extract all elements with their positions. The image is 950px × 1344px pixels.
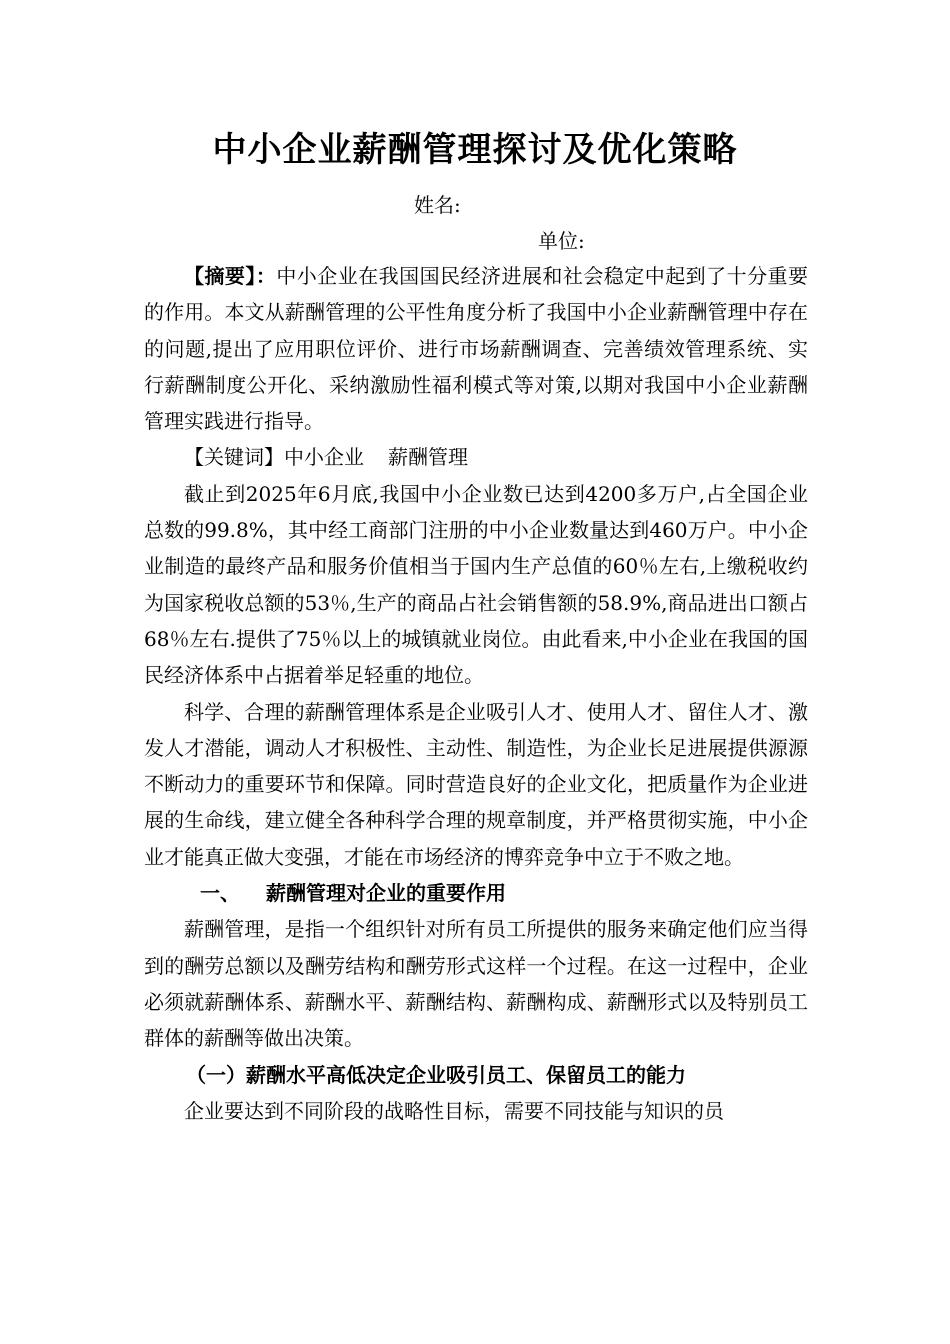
section-title: 薪酬管理对企业的重要作用 [266,881,506,906]
body-paragraph: 科学、合理的薪酬管理体系是企业吸引人才、使用人才、留住人才、激发人才潜能，调动人才积极性、主动性、制造性，为企业长足进展提供源源不断动力的重要环节和保障。同时营造良好的企业文化，把质量作为企业进展的生命线，建立健全各种科学合理的规章制度，并严格贯彻实施，中小企业才能真正做大变强，才能在市场经济的博弈竞争中立于不败之地。 [144,699,808,869]
document-body [144,258,808,1129]
abstract-paragraph [144,258,808,439]
body-paragraph: 企业要达到不同阶段的战略性目标，需要不同技能与知识的员 [184,1098,724,1123]
abstract-text: 中小企业在我国国民经济进展和社会稳定中起到了十分重要的作用。本文从薪酬管理的公平性角度分析了我国中小企业薪酬管理中存在的问题,提出了应用职位评价、进行市场薪酬调查、完善绩效管理系统、实行薪酬制度公开化、采纳激励性福利模式等对策,以期对我国中小企业薪酬管理实践进行指导。 [144,264,809,434]
section-number: 一、 [200,881,240,906]
keyword-item: 薪酬管理 [388,445,468,470]
author-name-label: 姓名: [414,193,461,217]
keywords-line [144,439,808,475]
keyword-item: 中小企业 [284,445,364,470]
body-paragraph: 薪酬管理，是指一个组织针对所有员工所提供的服务来确定他们应当得到的酬劳总额以及酬劳结构和酬劳形式这样一个过程。在这一过程中，企业必须就薪酬体系、薪酬水平、薪酬结构、薪酬构成、薪酬形式以及特别员工群体的薪酬等做出决策。 [144,917,808,1051]
abstract-label: 【摘要】： [184,264,277,288]
body-paragraph: 截止到2025年6月底,我国中小企业数已达到4200多万户,占全国企业总数的99.8%，其中经工商部门注册的中小企业数量达到460万户。中小企业制造的最终产品和服务价值相当于国内生产总值的60％左右,上缴税收约为国家税收总额的53％,生产的商品占社会销售额的58.9%,商品进出口额占68％左右.提供了75％以上的城镇就业岗位。由此看来,中小企业在我国的国民经济体系中占据着举足轻重的地位。 [144,481,808,688]
section-heading [144,875,808,911]
document-title: 中小企业薪酬管理探讨及优化策略 [212,130,738,170]
author-unit-label: 单位: [538,229,585,253]
subsection-heading: （一）薪酬水平高低决定企业吸引员工、保留员工的能力 [186,1062,686,1087]
keywords-label: 【关键词】 [184,445,284,470]
